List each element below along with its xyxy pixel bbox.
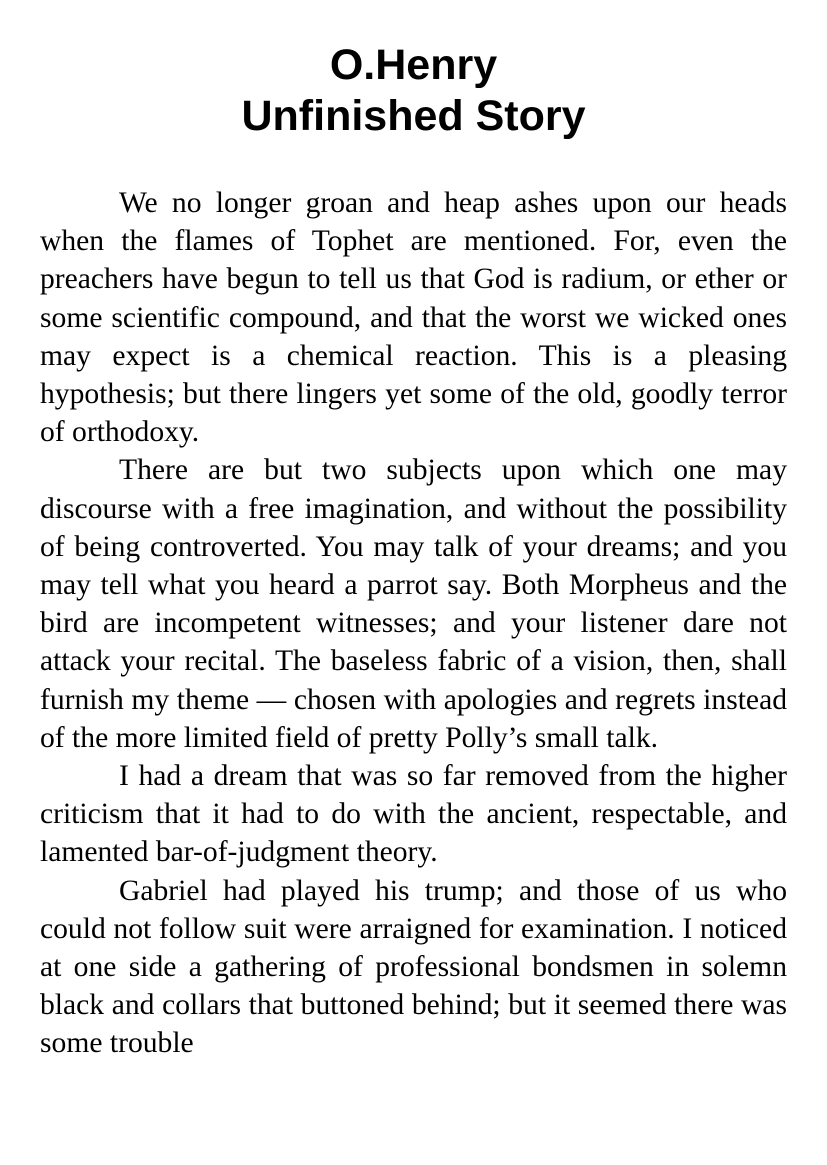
paragraph: There are but two subjects upon which one may discourse with a free imagination, and without the possibility of being controverted. You may talk of your dreams; and you may tell what you heard a parrot say. Both Morpheus and the bird are incompetent witnesses; and your listener dare not attack your recital. The baseless fabric of a vision, then, shall furnish my theme — chosen with apologies and regrets instead of the more limited field of pretty Polly’s small talk.: [40, 454, 787, 754]
paragraph: We no longer groan and heap ashes upon our heads when the flames of Tophet are mentioned. For, even the preachers have begun to tell us that God is radium, or ether or some scientific compound, and that the worst we wicked ones may expect is a chemical reaction. This is a pleasing hypothesis; but there lingers yet some of the old, goodly terror of orthodoxy.: [40, 187, 787, 449]
story-body: [40, 184, 787, 1063]
paragraph: I had a dream that was so far removed from the higher criticism that it had to do with the ancient, respectable, and lamented bar-of-judgment theory.: [40, 760, 787, 869]
story-title: Unfinished Story: [241, 92, 586, 140]
author-name: O.Henry: [329, 41, 498, 89]
paragraph: Gabriel had played his trump; and those of us who could not follow suit were arraigned for examination. I noticed at one side a gathering of professional bondsmen in solemn black and collars that buttoned behind; but it seemed there was some trouble: [40, 874, 787, 1060]
document-header: [40, 40, 787, 142]
